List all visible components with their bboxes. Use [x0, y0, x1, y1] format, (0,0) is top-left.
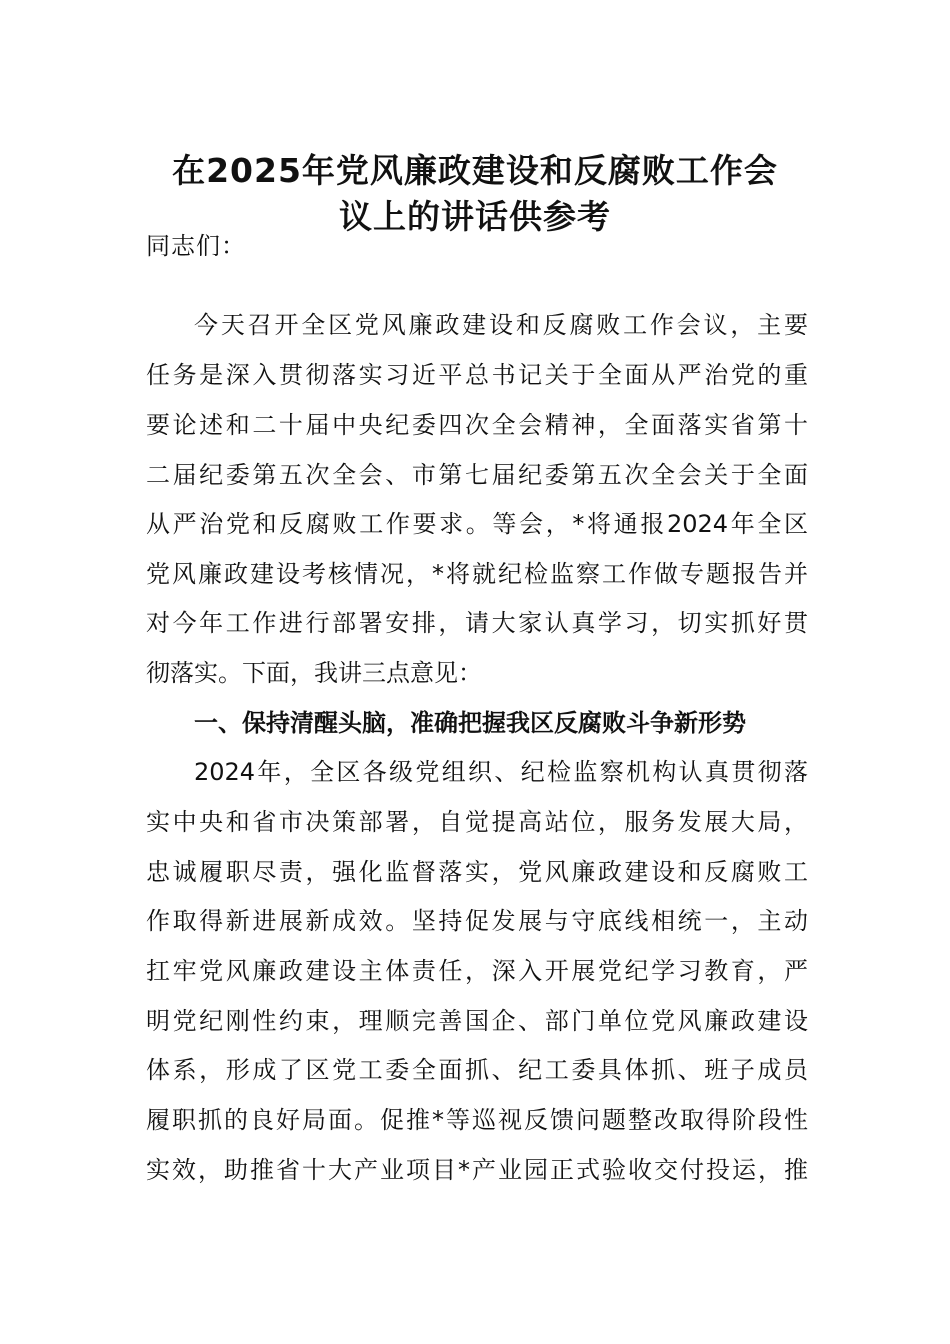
- document-title-line-2: 议上的讲话供参考: [339, 197, 611, 236]
- section-line: 体系，形成了区党工委全面抓、纪工委具体抓、班子成员: [146, 1056, 808, 1084]
- section-heading: 一、保持清醒头脑，准确把握我区反腐败斗争新形势: [194, 709, 746, 737]
- intro-line: 今天召开全区党风廉政建设和反腐败工作会议，主要: [194, 311, 808, 339]
- intro-line: 从严治党和反腐败工作要求。等会，*将通报2024年全区: [146, 510, 808, 538]
- section-line: 明党纪刚性约束，理顺完善国企、部门单位党风廉政建设: [146, 1007, 808, 1035]
- section-line: 忠诚履职尽责，强化监督落实，党风廉政建设和反腐败工: [146, 858, 808, 886]
- intro-line: 要论述和二十届中央纪委四次全会精神，全面落实省第十: [146, 411, 808, 439]
- section-line: 扛牢党风廉政建设主体责任，深入开展党纪学习教育，严: [146, 957, 808, 985]
- intro-line: 任务是深入贯彻落实习近平总书记关于全面从严治党的重: [146, 361, 808, 389]
- document-title-line-1: 在2025年党风廉政建设和反腐败工作会: [172, 151, 778, 190]
- intro-line: 二届纪委第五次全会、市第七届纪委第五次全会关于全面: [146, 461, 808, 489]
- section-line: 履职抓的良好局面。促推*等巡视反馈问题整改取得阶段性: [146, 1106, 808, 1134]
- section-line: 实中央和省市决策部署，自觉提高站位，服务发展大局，: [146, 808, 808, 836]
- section-line: 作取得新进展新成效。坚持促发展与守底线相统一，主动: [146, 907, 808, 935]
- salutation: 同志们：: [146, 232, 246, 260]
- intro-line: 党风廉政建设考核情况，*将就纪检监察工作做专题报告并: [146, 560, 808, 588]
- intro-line: 对今年工作进行部署安排，请大家认真学习，切实抓好贯: [146, 609, 808, 637]
- section-line: 2024年，全区各级党组织、纪检监察机构认真贯彻落: [194, 758, 808, 786]
- section-line: 实效，助推省十大产业项目*产业园正式验收交付投运，推: [146, 1156, 808, 1184]
- intro-line: 彻落实。下面，我讲三点意见：: [146, 659, 482, 687]
